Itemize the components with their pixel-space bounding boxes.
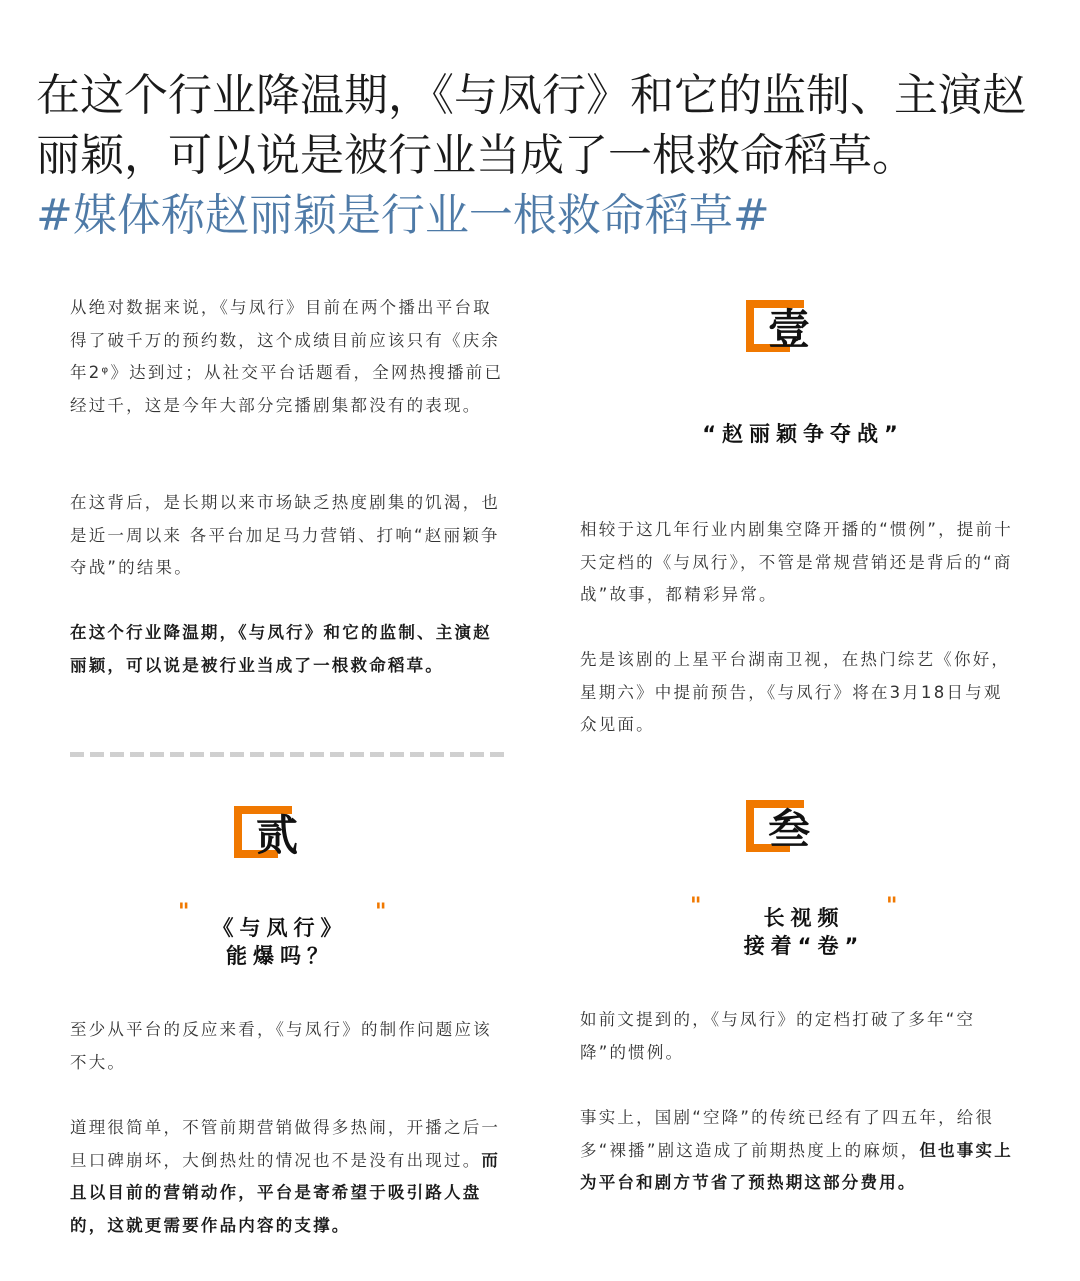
hashtag-link[interactable]: #媒体称赵丽颖是行业一根救命稻草# [36, 190, 770, 241]
panel3-heading [170, 914, 390, 970]
panel3-paragraph-1: 至少从平台的反应来看，《与凤行》的制作问题应该不大。 [70, 1020, 492, 1072]
close-quote-mark: " [375, 900, 387, 925]
image-panel-3[interactable] [20, 772, 532, 1281]
cut-off-text-line [70, 752, 510, 757]
panel2-paragraph-1: 相较于这几年行业内剧集空降开播的“惯例”，提前十天定档的《与凤行》，不管是常规营销还是背后的“商战”故事，都精彩异常。 [580, 520, 1013, 604]
panel4-heading-line1: 长视频 [763, 906, 845, 930]
panel4-heading [694, 904, 914, 960]
panel2-paragraph-2: 先是该剧的上星平台湖南卫视，在热门综艺《你好，星期六》中提前预告，《与凤行》将在3月18日与观众见面。 [580, 650, 1011, 734]
panel4-paragraph-1: 如前文提到的，《与凤行》的定档打破了多年“空降”的惯例。 [580, 1010, 976, 1062]
post-text [36, 66, 1046, 246]
image-panel-4[interactable] [548, 772, 1060, 1281]
panel3-heading-line1: 《与凤行》 [212, 916, 348, 940]
numeral-three-icon: 叁 [746, 800, 808, 854]
numeral-one-icon: 壹 [746, 300, 808, 354]
panel1-paragraph-1: 从绝对数据来说，《与凤行》目前在两个播出平台取得了破千万的预约数，这个成绩目前应该只有《庆余年2ᵠ》达到过；从社交平台话题看，全网热搜播前已经过千，这是今年大部分完播剧集都没有的表现。 [70, 298, 504, 415]
open-quote-mark: " [690, 894, 702, 919]
panel4-heading-line2: 接着“卷” [743, 934, 865, 958]
panel1-paragraph-3: 在这个行业降温期，《与凤行》和它的监制、主演赵丽颖，可以说是被行业当成了一根救命稻草。 [70, 623, 492, 675]
post-body: 在这个行业降温期，《与凤行》和它的监制、主演赵丽颖，可以说是被行业当成了一根救命稻草。 [36, 70, 1026, 181]
panel4-paragraph-2: 事实上，国剧“空降”的传统已经有了四五年，给很多“裸播”剧这造成了前期热度上的麻烦，但也事实上为平台和剧方节省了预热期这部分费用。 [580, 1108, 1013, 1192]
image-panel-2[interactable] [548, 262, 1060, 757]
image-panel-1[interactable] [20, 262, 532, 757]
panel3-heading-line2: 能爆吗？ [226, 944, 334, 968]
open-quote-mark: " [178, 900, 190, 925]
numeral-two-icon: 贰 [234, 806, 296, 860]
close-quote-mark: " [886, 894, 898, 919]
panel2-heading: “赵丽颖争夺战” [702, 422, 904, 446]
panel1-paragraph-2: 在这背后，是长期以来市场缺乏热度剧集的饥渴，也是近一周以来 各平台加足马力营销、打响“赵丽颖争夺战”的结果。 [70, 493, 501, 577]
panel3-paragraph-2: 道理很简单，不管前期营销做得多热闹，开播之后一旦口碑崩坏，大倒热灶的情况也不是没有出现过。而且以目前的营销动作，平台是寄希望于吸引路人盘的，这就更需要作品内容的支撑。 [70, 1118, 501, 1235]
